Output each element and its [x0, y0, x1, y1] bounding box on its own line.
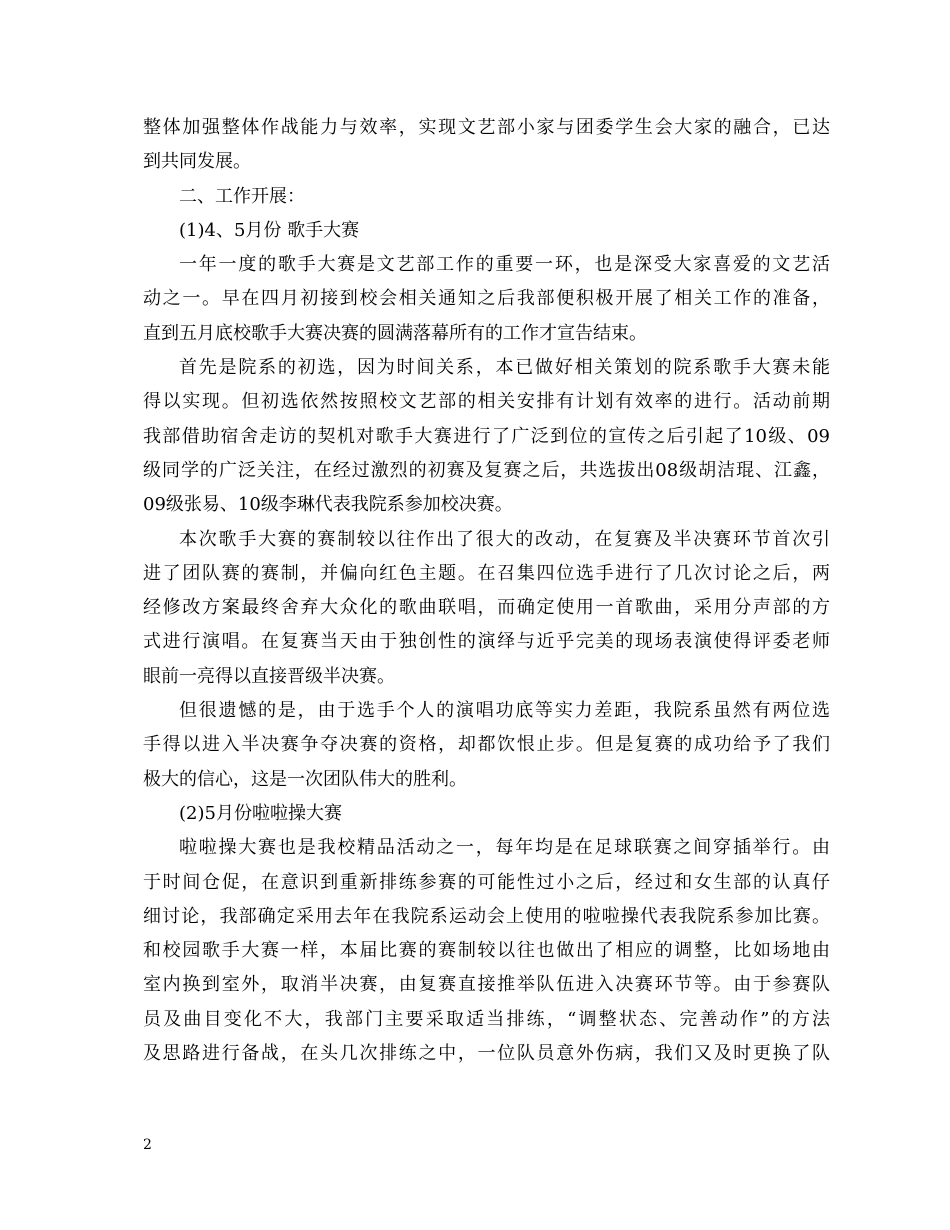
subsection-heading: (2)5月份啦啦操大赛	[179, 802, 342, 824]
text-line: 及思路进行备战，在头几次排练之中，一位队员意外伤病，我们又及时更换了队	[143, 1043, 830, 1065]
text-line: 员及曲目变化不大，我部门主要采取适当排练，“调整状态、完善动作”的方法	[143, 1008, 830, 1030]
text-line: 细讨论，我部确定采用去年在我院系运动会上使用的啦啦操代表我院系参加比赛。	[143, 905, 830, 927]
text-line: 级同学的广泛关注，在经过激烈的初赛及复赛之后，共选拔出08级胡洁琨、江鑫，	[143, 459, 830, 481]
text-line: 首先是院系的初选，因为时间关系，本已做好相关策划的院系歌手大赛未能	[179, 357, 830, 379]
subsection-heading: (1)4、5月份 歌手大赛	[179, 219, 360, 241]
text-line: 整体加强整体作战能力与效率，实现文艺部小家与团委学生会大家的融合，已达	[143, 117, 830, 138]
text-line: 得以实现。但初选依然按照校文艺部的相关安排有计划有效率的进行。活动前期	[143, 391, 830, 413]
text-line: 室内换到室外，取消半决赛，由复赛直接推举队伍进入决赛环节等。由于参赛队	[143, 974, 830, 996]
text-line: 极大的信心，这是一次团队伟大的胜利。	[143, 768, 467, 790]
page-number: 2	[143, 1137, 152, 1153]
text-line: 但很遗憾的是，由于选手个人的演唱功底等实力差距，我院系虽然有两位选	[179, 700, 830, 722]
text-line: 动之一。早在四月初接到校会相关通知之后我部便积极开展了相关工作的准备，	[143, 288, 830, 310]
text-line: 直到五月底校歌手大赛决赛的圆满落幕所有的工作才宣告结束。	[143, 322, 647, 344]
text-line: 眼前一亮得以直接晋级半决赛。	[143, 665, 395, 687]
text-line: 到共同发展。	[143, 151, 251, 173]
text-line: 一年一度的歌手大赛是文艺部工作的重要一环，也是深受大家喜爱的文艺活	[179, 254, 830, 276]
section-heading: 二、工作开展：	[179, 185, 305, 207]
text-line: 经修改方案最终舍弃大众化的歌曲联唱，而确定使用一首歌曲，采用分声部的方	[143, 597, 830, 619]
text-line: 进了团队赛的赛制，并偏向红色主题。在召集四位选手进行了几次讨论之后，两	[143, 562, 830, 584]
text-line: 和校园歌手大赛一样，本届比赛的赛制较以往也做出了相应的调整，比如场地由	[143, 940, 830, 962]
text-line: 于时间仓促，在意识到重新排练参赛的可能性过小之后，经过和女生部的认真仔	[143, 871, 830, 893]
text-line: 09级张易、10级李琳代表我院系参加校决赛。	[143, 494, 513, 516]
body-text	[143, 111, 830, 1071]
text-line: 啦啦操大赛也是我校精品活动之一，每年均是在足球联赛之间穿插举行。由	[179, 837, 830, 859]
text-line: 式进行演唱。在复赛当天由于独创性的演绎与近乎完美的现场表演使得评委老师	[143, 631, 830, 653]
text-line: 我部借助宿舍走访的契机对歌手大赛进行了广泛到位的宣传之后引起了10级、09	[143, 425, 830, 447]
text-line: 手得以进入半决赛争夺决赛的资格，却都饮恨止步。但是复赛的成功给予了我们	[143, 734, 830, 756]
text-line: 本次歌手大赛的赛制较以往作出了很大的改动，在复赛及半决赛环节首次引	[179, 528, 830, 550]
